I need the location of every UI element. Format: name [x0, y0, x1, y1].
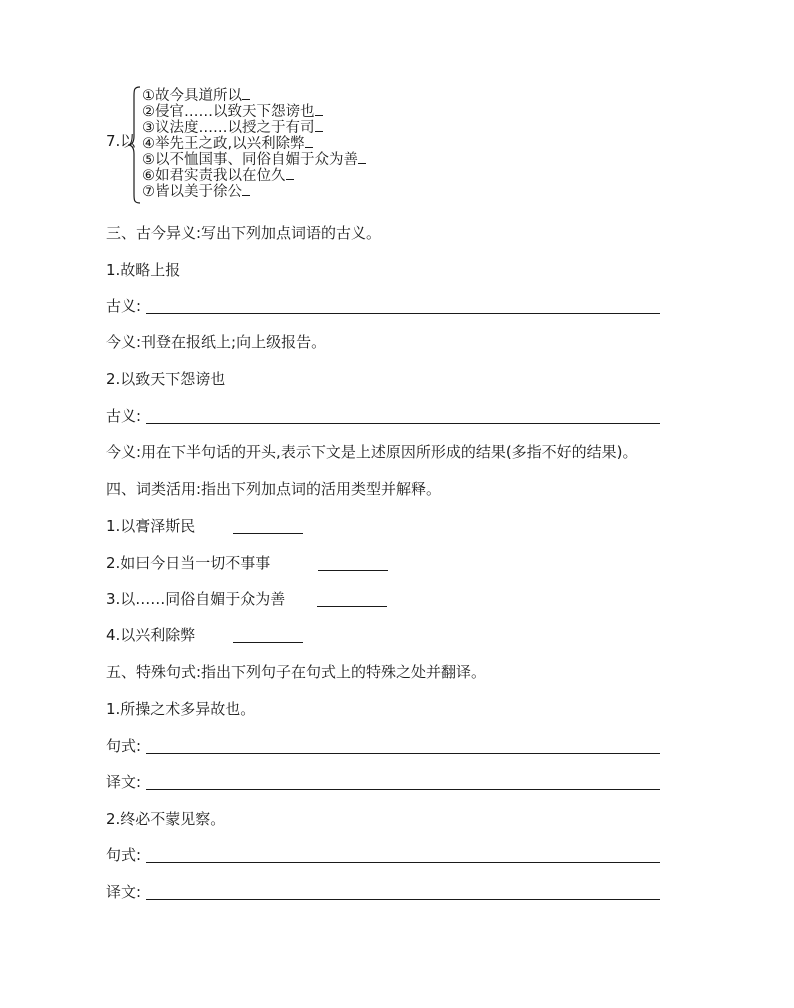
section3-q2: 2.以致天下怨谤也 [106, 370, 226, 388]
section5-q1: 1.所操之术多异故也。 [106, 700, 256, 718]
answer-line-shi-2[interactable] [146, 862, 660, 863]
curly-brace-icon [126, 86, 142, 204]
section5-shi-label-1: 句式: [106, 737, 142, 755]
q7-item-7: ⑦皆以美于徐公 [142, 182, 250, 200]
q7-item-2: ②侵官……以致天下怨谤也 [142, 102, 323, 120]
section3-gu-label-2: 古义: [106, 407, 142, 425]
answer-line-yi-2[interactable] [146, 899, 660, 900]
section4-item-2: 2.如曰今日当一切不事事 [106, 554, 271, 572]
answer-line-s4-4[interactable] [233, 642, 303, 643]
q7-item-5: ⑤以不恤国事、同俗自媚于众为善 [142, 150, 366, 168]
section5-yi-label-2: 译文: [106, 883, 142, 901]
answer-line-s4-2[interactable] [318, 570, 388, 571]
answer-line-gu-2[interactable] [146, 423, 660, 424]
q7-item-4: ④举先王之政,以兴利除弊 [142, 134, 313, 152]
section5-heading: 五、特殊句式:指出下列句子在句式上的特殊之处并翻译。 [106, 663, 487, 681]
answer-line-s4-1[interactable] [233, 533, 303, 534]
answer-line-s4-3[interactable] [317, 606, 387, 607]
section5-q2: 2.终必不蒙见察。 [106, 810, 226, 828]
section3-jin-1: 今义:刊登在报纸上;向上级报告。 [106, 333, 327, 351]
q7-lead: 7.以 [106, 132, 136, 150]
section5-shi-label-2: 句式: [106, 846, 142, 864]
answer-line-shi-1[interactable] [146, 753, 660, 754]
q7-item-6: ⑥如君实责我以在位久 [142, 166, 294, 184]
answer-line-gu-1[interactable] [146, 313, 660, 314]
section4-item-3: 3.以……同俗自媚于众为善 [106, 590, 286, 608]
section3-jin-2: 今义:用在下半句话的开头,表示下文是上述原因所形成的结果(多指不好的结果)。 [106, 443, 638, 461]
section4-item-4: 4.以兴利除弊 [106, 626, 196, 644]
q7-item-1: ①故今具道所以 [142, 86, 250, 104]
section4-item-1: 1.以膏泽斯民 [106, 517, 196, 535]
answer-line-yi-1[interactable] [146, 789, 660, 790]
section4-heading: 四、词类活用:指出下列加点词的活用类型并解释。 [106, 480, 442, 498]
section3-heading: 三、古今异义:写出下列加点词语的古义。 [106, 224, 382, 242]
section3-gu-label-1: 古义: [106, 297, 142, 315]
section5-yi-label-1: 译文: [106, 773, 142, 791]
q7-item-3: ③议法度……以授之于有司 [142, 118, 323, 136]
section3-q1: 1.故略上报 [106, 261, 181, 279]
